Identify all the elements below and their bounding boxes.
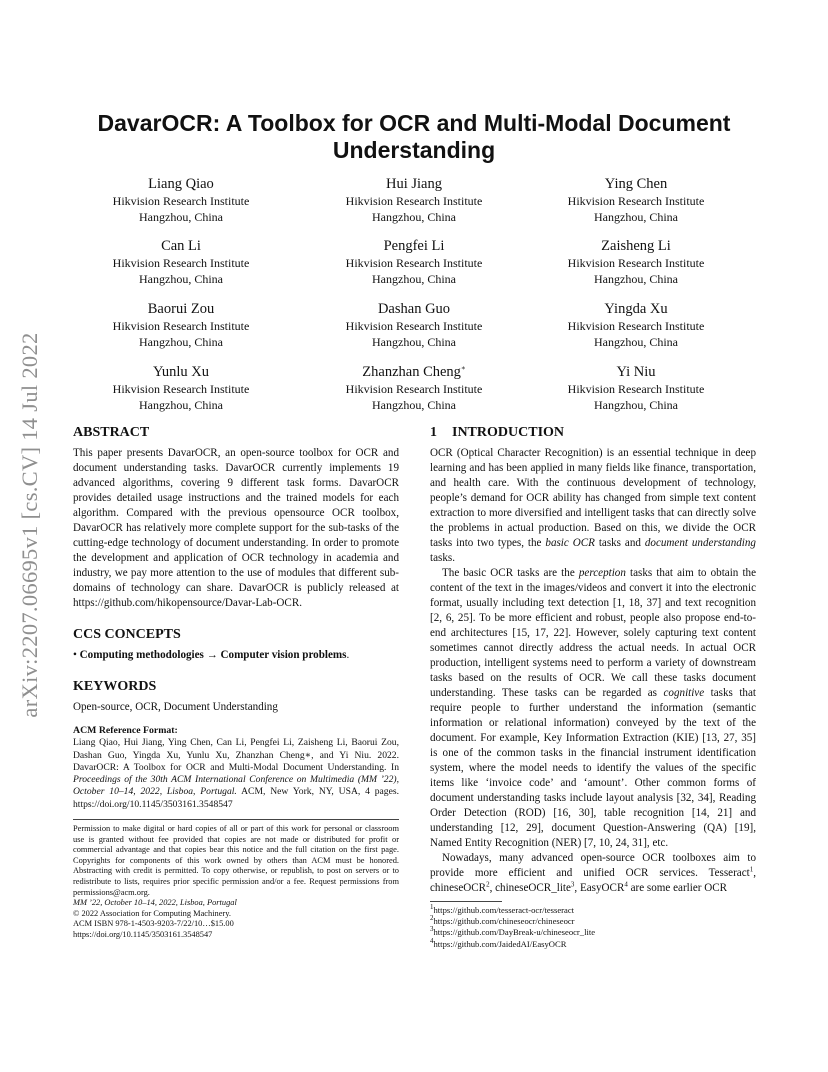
acm-reference: [73, 725, 399, 811]
author-block: [76, 176, 286, 225]
ccs-heading: CCS CONCEPTS: [73, 627, 181, 642]
intro-p1-emphasis: document understanding: [644, 537, 756, 549]
footnote-item: [430, 916, 756, 927]
author-location: Hangzhou, China: [372, 335, 456, 349]
author-location: Hangzhou, China: [594, 210, 678, 224]
footnote-link[interactable]: https://github.com/tesseract-ocr/tesseract: [433, 905, 575, 915]
footnote-mark[interactable]: 4: [624, 880, 628, 889]
footnote-link[interactable]: https://github.com/DayBreak-u/chineseocr_lite: [433, 927, 596, 938]
intro-paragraph-1: [430, 446, 756, 566]
author-name: Baorui Zou: [147, 301, 215, 317]
permission-copyright: © 2022 Association for Computing Machinery.: [73, 908, 231, 918]
author-block: [531, 301, 741, 350]
footnote-item: [430, 936, 756, 950]
author-name: Dashan Guo: [377, 301, 451, 317]
footnote-link[interactable]: https://github.com/JaidedAI/EasyOCR: [433, 938, 567, 949]
paper-title: DavarOCR: A Toolbox for OCR and Multi-Modal Document Understanding: [97, 110, 731, 163]
intro-p3-text: Nowadays, many advanced open-source OCR toolboxes aim to provide more efficient and unified OCR services. Tesseract: [430, 852, 756, 879]
author-name: Zaisheng Li: [601, 238, 671, 254]
author-block: [309, 364, 519, 413]
footnote-mark[interactable]: 2: [486, 880, 490, 889]
author-institution: Hikvision Research Institute: [112, 256, 250, 270]
author-name: [309, 364, 519, 381]
author-block: [531, 238, 741, 287]
acm-reference-authors: Liang Qiao, Hui Jiang, Ying Chen, Can Li, Pengfei Li, Zaisheng Li, Baorui Zou, Dashan Guo, Yingda Xu, Yunlu Xu, Zhanzhan Cheng∗, and Yi Niu. 2022. DavarOCR: A Toolbox for OCR and Multi-Modal Document Understanding. In: [73, 737, 399, 773]
intro-p1-text: OCR (Optical Character Recognition) is an essential technique in deep learning and has been applied in many fields like finance, transportation, and health care. With the continuous development of technology, people’s demand for OCR ability has changed from simple text content extraction to more diversified and intelligent tasks that can directly solve the problems in actual production. Based on this, we divide the OCR tasks into two types, the: [430, 447, 756, 549]
intro-p3-text: , EasyOCR: [574, 882, 625, 894]
footnote-mark[interactable]: 3: [570, 880, 575, 889]
author-institution: Hikvision Research Institute: [345, 382, 483, 396]
intro-heading: [430, 424, 756, 442]
permission-divider: [73, 819, 399, 820]
acm-reference-venue: Proceedings of the 30th ACM International Conference on Multimedia (MM ’22), October 10–14, 2022, Lisboa, Portugal.: [73, 774, 399, 798]
intro-paragraph-3: [430, 851, 756, 896]
keywords-text: Open-source, OCR, Document Understanding: [73, 701, 278, 713]
intro-p2-text: tasks that aim to obtain the content of the text in the images/videos and convert it into the electronic format, usually including text detection [1, 18, 37] and text recognition [2, 6, 25]. To be more efficient and robust, people also propose end-to-end architectures [15, 17, 22]. However, solely capturing text content sometimes cannot directly address the actual needs. In actual OCR production, intelligent systems need to perform a variety of downstream tasks based on the results of OCR. We call these tasks document understanding. These tasks can be regarded as: [430, 567, 757, 699]
author-location: Hangzhou, China: [372, 398, 456, 412]
author-block: [309, 301, 519, 350]
author-institution: Hikvision Research Institute: [112, 382, 250, 396]
ccs-concept: Computing methodologies → Computer vision problems: [79, 649, 347, 661]
permission-doi[interactable]: https://doi.org/10.1145/3503161.3548547: [73, 930, 213, 940]
author-institution: Hikvision Research Institute: [112, 319, 250, 333]
ccs-text: [73, 648, 399, 663]
author-name: Pengfei Li: [383, 238, 445, 254]
keywords-heading: KEYWORDS: [73, 679, 157, 694]
abstract-text: This paper presents DavarOCR, an open-source toolbox for OCR and document understanding tasks. DavarOCR currently implements 19 advanced algorithms, covering 9 different task forms. DavarOCR provides detailed usage instructions and the trained models for each algorithm. Compared with the previous opensource OCR toolbox, DavarOCR has relatively more complete support for the sub-tasks of the cutting-edge technology of document understanding. In order to promote the development and application of OCR technology in academia and industry, we pay more attention to the use of modules that different sub-domains of technology can share. DavarOCR is publicly released at https://github.com/hikopensource/Davar-Lab-OCR.: [73, 447, 399, 609]
permission-conference: MM ’22, October 10–14, 2022, Lisboa, Portugal: [73, 898, 237, 908]
author-name: Yunlu Xu: [153, 364, 209, 380]
intro-p2-emphasis: perception: [578, 567, 626, 579]
author-block: [76, 301, 286, 350]
acm-reference-heading: ACM Reference Format:: [73, 725, 178, 736]
author-name: Liang Qiao: [148, 176, 214, 192]
author-institution: Hikvision Research Institute: [345, 256, 483, 270]
intro-p2-text: The basic OCR tasks are the: [442, 567, 579, 579]
author-block: [309, 176, 519, 225]
footnote-number: 3: [430, 925, 434, 934]
author-institution: Hikvision Research Institute: [567, 319, 705, 333]
author-block: [76, 364, 286, 413]
arxiv-stamp-text: arXiv:2207.06695v1 [cs.CV] 14 Jul 2022: [17, 332, 42, 718]
author-institution: Hikvision Research Institute: [567, 194, 705, 208]
author-institution: Hikvision Research Institute: [567, 256, 705, 270]
intro-p2-text: tasks that require people to further understand the information (semantic information or relational information) conveyed by the text of the document. For example, Key Information Extraction (KIE) [13, 27, 35] is one of the common tasks in the financial instrument identification system, where the model needs to identify the values of the specific items like ‘invoice code’ and ‘amount’. Other common forms of document understanding tasks include layout analysis [32, 34], Reading Order Detection (ROD) [16, 30], table recognition [14, 21] and understanding [12, 29], document Question-Answering (QA) [19], Named Entity Recognition (NER) [7, 10, 24, 31], etc.: [430, 687, 756, 849]
author-location: Hangzhou, China: [139, 335, 223, 349]
section-title: INTRODUCTION: [452, 425, 565, 440]
footnotes: [430, 905, 756, 950]
author-location: Hangzhou, China: [139, 272, 223, 286]
footnote-mark[interactable]: 1: [749, 865, 754, 874]
intro-p1-emphasis: basic OCR: [545, 537, 595, 549]
author-name: Ying Chen: [604, 176, 668, 192]
author-name: Can Li: [161, 238, 201, 254]
author-name: Hui Jiang: [386, 176, 442, 192]
acm-reference-tail: ACM, New York, NY, USA, 4 pages. https://doi.org/10.1145/3503161.3548547: [73, 786, 399, 810]
permission-isbn: ACM ISBN 978-1-4503-9203-7/22/10…$15.00: [73, 919, 234, 929]
author-institution: Hikvision Research Institute: [345, 319, 483, 333]
intro-p3-text: , chineseOCR_lite: [489, 882, 571, 894]
author-location: Hangzhou, China: [139, 398, 223, 412]
footnote-number: 4: [430, 936, 434, 945]
intro-p2-emphasis: cognitive: [663, 687, 705, 699]
author-location: Hangzhou, China: [372, 210, 456, 224]
footnote-item: [430, 927, 756, 938]
author-location: Hangzhou, China: [594, 335, 678, 349]
permission-notice: Permission to make digital or hard copies of all or part of this work for personal or classroom use is granted without fee provided that copies are not made or distributed for profit or commercial advantage and that copies bear this notice and the full citation on the first page. Copyrights for components of this work owned by others than ACM must be honored. Abstracting with credit is permitted. To copy otherwise, or republish, to post on servers or to redistribute to lists, requires prior specific permission and/or a fee. Request permissions from permissions@acm.org.: [73, 824, 399, 897]
corresponding-author-mark: ∗: [460, 364, 466, 373]
intro-p3-text: , chineseOCR: [430, 867, 756, 894]
abstract-heading: ABSTRACT: [73, 425, 150, 440]
author-block: [531, 176, 741, 225]
intro-p1-text: tasks and: [594, 537, 645, 549]
right-column: [430, 424, 756, 950]
arxiv-stamp: [10, 290, 50, 760]
author-block: [309, 238, 519, 287]
author-block: [76, 238, 286, 287]
intro-p3-text: are some earlier OCR: [627, 882, 728, 894]
author-location: Hangzhou, China: [139, 210, 223, 224]
author-location: Hangzhou, China: [594, 398, 678, 412]
author-name-text: Zhanzhan Cheng: [362, 364, 461, 380]
intro-paragraph-2: [430, 566, 756, 851]
footnote-divider: [430, 901, 502, 902]
author-institution: Hikvision Research Institute: [112, 194, 250, 208]
acm-reference-text: [73, 737, 399, 811]
author-name: Yi Niu: [616, 364, 656, 380]
left-column: [73, 424, 399, 941]
ccs-end: .: [346, 649, 350, 661]
footnote-link[interactable]: https://github.com/chineseocr/chineseocr: [433, 916, 575, 927]
author-institution: Hikvision Research Institute: [345, 194, 483, 208]
author-location: Hangzhou, China: [594, 272, 678, 286]
ccs-bullet: •: [73, 649, 77, 661]
footnote-number: 2: [430, 914, 434, 923]
intro-p1-text: tasks.: [430, 552, 455, 564]
footnote-item: [430, 905, 756, 916]
author-institution: Hikvision Research Institute: [567, 382, 705, 396]
author-location: Hangzhou, China: [372, 272, 456, 286]
footnote-number: 1: [430, 903, 434, 912]
author-name: Yingda Xu: [604, 301, 668, 317]
author-block: [531, 364, 741, 413]
section-number: 1: [430, 425, 437, 440]
